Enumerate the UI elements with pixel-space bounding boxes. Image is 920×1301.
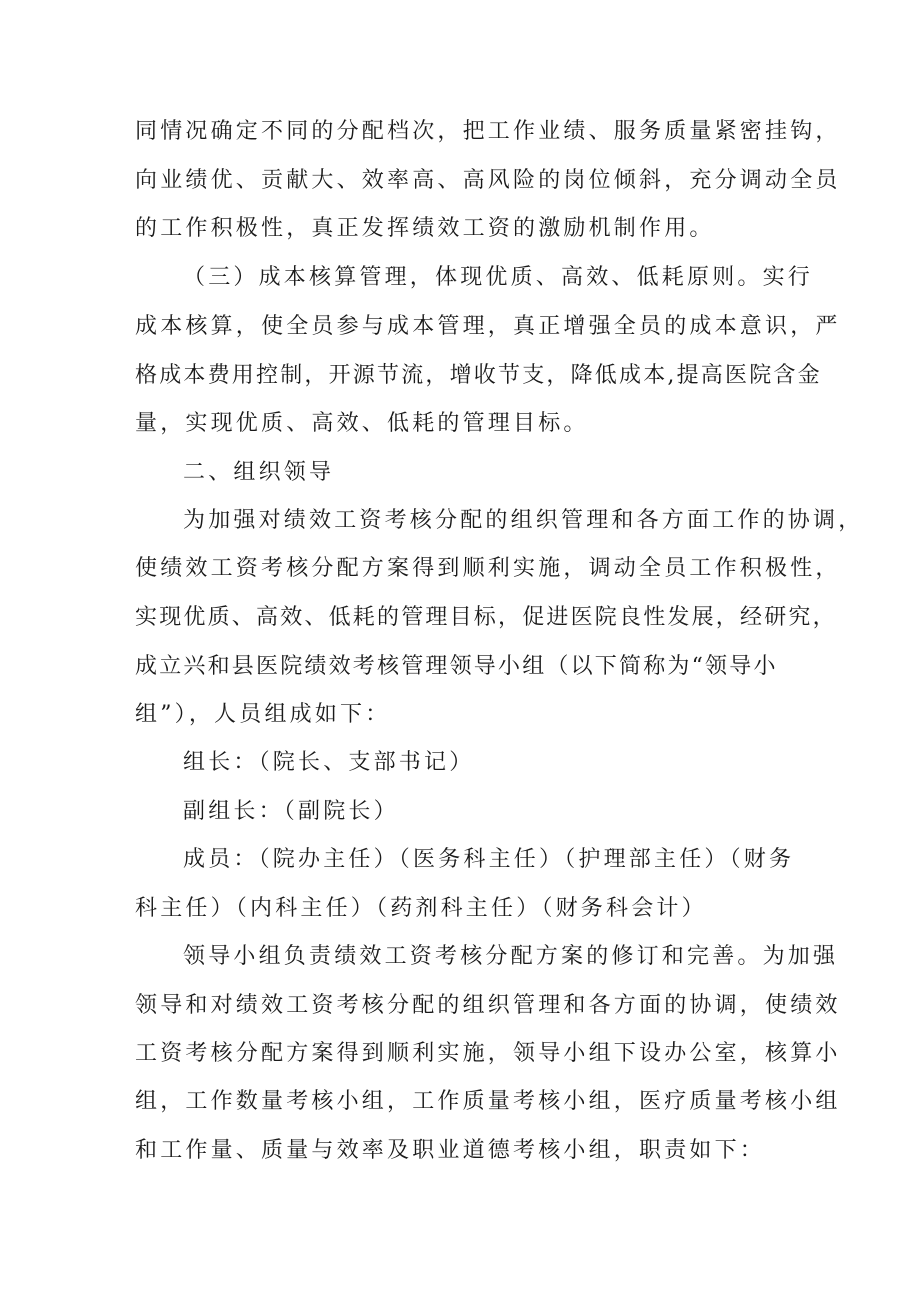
text-line: 领导小组负责绩效工资考核分配方案的修订和完善。为加强 bbox=[183, 944, 839, 969]
text-line: 格成本费用控制，开源节流，增收节支，降低成本,提高医院含金 bbox=[135, 363, 822, 388]
text-line: 的工作积极性，真正发挥绩效工资的激励机制作用。 bbox=[135, 216, 715, 241]
text-line: 成立兴和县医院绩效考核管理领导小组（以下简称为“领导小 bbox=[135, 654, 778, 679]
text-line: 同情况确定不同的分配档次，把工作业绩、服务质量紧密挂钩， bbox=[135, 119, 841, 144]
text-line: 和工作量、质量与效率及职业道德考核小组，职责如下： bbox=[135, 1138, 766, 1163]
text-line: 为加强对绩效工资考核分配的组织管理和各方面工作的协调， bbox=[183, 508, 864, 533]
text-line: 向业绩优、贡献大、效率高、高风险的岗位倾斜，充分调动全员 bbox=[135, 168, 841, 193]
members-line: 成员：（院办主任）（医务科主任）（护理部主任）（财务 bbox=[183, 847, 795, 872]
deputy-leader-line: 副组长：（副院长） bbox=[183, 799, 399, 824]
text-line: 组”），人员组成如下： bbox=[135, 702, 391, 727]
section-heading-organization: 二、组织领导 bbox=[183, 460, 335, 485]
text-line: 使绩效工资考核分配方案得到顺利实施，调动全员工作积极性， bbox=[135, 556, 841, 581]
text-line: 领导和对绩效工资考核分配的组织管理和各方面的协调，使绩效 bbox=[135, 993, 841, 1018]
members-line-cont: 科主任）（内科主任）（药剂科主任）（财务科会计） bbox=[135, 896, 707, 921]
text-line: 工资考核分配方案得到顺利实施，领导小组下设办公室，核算小 bbox=[135, 1041, 841, 1066]
text-line: 成本核算，使全员参与成本管理，真正增强全员的成本意识，严 bbox=[135, 314, 841, 339]
text-line: 实现优质、高效、低耗的管理目标，促进医院良性发展，经研究， bbox=[135, 605, 837, 630]
section-heading-cost-accounting: （三）成本核算管理，体现优质、高效、低耗原则。实行 bbox=[183, 265, 814, 290]
text-line: 量，实现优质、高效、低耗的管理目标。 bbox=[135, 411, 589, 436]
group-leader-line: 组长：（院长、支部书记） bbox=[183, 750, 475, 775]
text-line: 组，工作数量考核小组，工作质量考核小组，医疗质量考核小组 bbox=[135, 1089, 841, 1114]
